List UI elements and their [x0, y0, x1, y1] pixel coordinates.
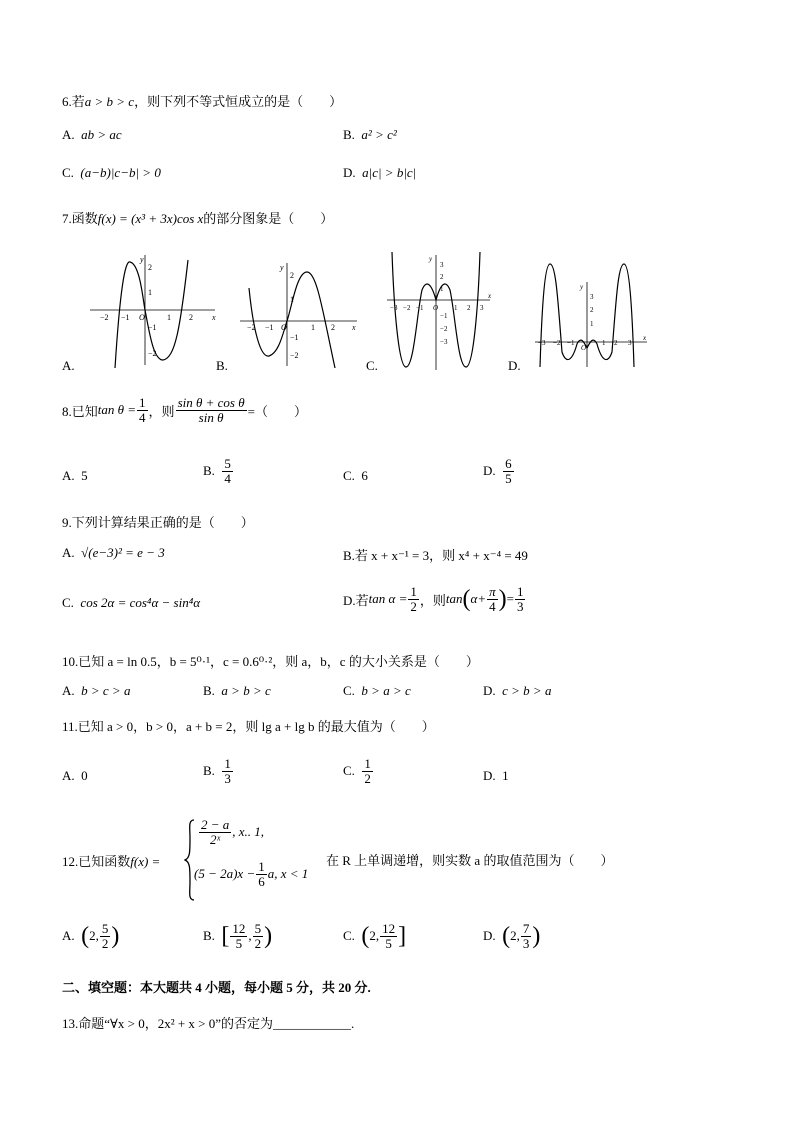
graph-a [85, 250, 220, 370]
question-13-stem: 13.命题“∀x > 0，2x² + x > 0”的否定为____________. [62, 1016, 355, 1031]
q8-option-c: C. 6 [343, 468, 368, 483]
q8-option-b: B. $\frac{5}{4}$ [203, 456, 231, 486]
tick: −1 [416, 304, 424, 312]
tick: −2 [290, 351, 299, 360]
tick: 2 [290, 271, 294, 280]
tick: 1 [602, 339, 606, 347]
tick: 2 [189, 313, 193, 322]
q12-case-2: (5 − 2a)x − $\frac{1}{6}$ a, x < 1 [194, 859, 309, 889]
q12-option-a: A. ( 2, $\frac{5}{2}$ ) [62, 921, 120, 951]
tick: −1 [148, 323, 157, 332]
axis-label: x [643, 334, 647, 342]
axis-label: y [140, 255, 144, 264]
axis-label: y [280, 263, 284, 272]
tick: 2 [331, 323, 335, 332]
tick: O [139, 313, 145, 322]
q6-option-b: B. a² > c² [343, 127, 397, 142]
axis-label: x [352, 323, 356, 332]
section-2-title: 二、填空题：本大题共 4 小题，每小题 5 分，共 20 分. [62, 980, 371, 995]
tick: −2 [553, 339, 561, 347]
graph-b [235, 258, 360, 368]
axis-label: x [488, 292, 492, 300]
q8-option-d: D. $\frac{6}{5}$ [483, 456, 512, 486]
tick: O [433, 304, 439, 312]
q6-option-a: A. ab > ac [62, 127, 122, 142]
q10-option-a: A. b > c > a [62, 683, 131, 698]
axis-label: y [580, 283, 584, 291]
tick: −1 [440, 312, 448, 320]
tick: 1 [440, 285, 444, 293]
q9-option-d: D.若 tan α = $\frac{1}{2}$ ，则 tan ( α+ $\frac{\pi}{4}$ ) = $\frac{1}{3}$ [343, 584, 524, 614]
tick: 3 [480, 304, 484, 312]
q11-option-b: B. $\frac{1}{3}$ [203, 756, 231, 786]
q7-label-d: D. [508, 358, 521, 373]
tick: 3 [440, 261, 444, 269]
tick: −2 [403, 304, 411, 312]
q12-option-d: D. ( 2, $\frac{7}{3}$ ) [483, 921, 541, 951]
question-12-prefix: 12.已知函数f(x) = [62, 854, 161, 869]
tick: −1 [567, 339, 575, 347]
q7-label-c: C. [366, 358, 378, 373]
q11-option-d: D. 1 [483, 768, 509, 783]
q12-case-1: $\frac{2 - a}{\text{2ˣ}}$ , x.. 1, [201, 817, 265, 847]
graph-c [384, 252, 494, 372]
question-12-suffix: 在 R 上单调递增，则实数 a 的取值范围为（ ） [326, 853, 614, 868]
q7-label-a: A. [62, 358, 75, 373]
tick: 2 [614, 339, 618, 347]
question-8-stem: 8.已知 tan θ = $\frac{1}{4}$ ，则 $\frac{\text{sin θ + cos θ}}{\text{sin θ}}$ =（ ） [62, 395, 307, 425]
q12-option-b: B. [ $\frac{12}{5}$ , $\frac{5}{2}$ ) [203, 921, 273, 951]
tick: −1 [265, 323, 274, 332]
tick: −2 [440, 325, 448, 333]
tick: 3 [628, 339, 632, 347]
q8-option-a: A. 5 [62, 468, 88, 483]
q9-option-b: B.若 x + x⁻¹ = 3，则 x⁴ + x⁻⁴ = 49 [343, 548, 528, 563]
q7-label-b: B. [216, 358, 228, 373]
question-10-stem: 10.已知 a = ln 0.5，b = 5⁰·¹，c = 0.6⁰·²，则 a，b，c 的大小关系是（ ） [62, 654, 479, 669]
q11-option-a: A. 0 [62, 768, 88, 783]
tick: −3 [538, 339, 546, 347]
axis-label: y [429, 255, 433, 263]
tick: −2 [247, 323, 256, 332]
tick: −2 [148, 349, 157, 358]
tick: 3 [590, 293, 594, 301]
tick: 1 [311, 323, 315, 332]
tick: 2 [440, 273, 444, 281]
tick: 2 [148, 263, 152, 272]
q6-option-c: C. (a−b)|c−b| > 0 [62, 165, 161, 180]
q10-option-b: B. a > b > c [203, 683, 271, 698]
tick: −1 [121, 313, 130, 322]
tick: 1 [148, 288, 152, 297]
q12-option-c: C. ( 2, $\frac{12}{5}$ ] [343, 921, 407, 951]
tick: 1 [290, 295, 294, 304]
tick: −3 [440, 338, 448, 346]
tick: 2 [590, 306, 594, 314]
q9-option-c: C. cos 2α = cos⁴α − sin⁴α [62, 595, 201, 610]
axis-label: x [212, 313, 216, 322]
tick: −3 [390, 304, 398, 312]
tick: 1 [167, 313, 171, 322]
q9-option-a: A. √(e−3)² = e − 3 [62, 545, 165, 560]
q6-option-d: D. a|c| > b|c| [343, 165, 417, 180]
graph-d [532, 262, 650, 370]
question-6-stem: 6.若a > b > c，则下列不等式恒成立的是（ ） [62, 94, 343, 109]
tick: 1 [590, 320, 594, 328]
question-9-stem: 9.下列计算结果正确的是（ ） [62, 515, 254, 530]
tick: 1 [454, 304, 458, 312]
tick: −2 [100, 313, 109, 322]
tick: 2 [467, 304, 471, 312]
q10-option-d: D. c > b > a [483, 683, 552, 698]
tick: O [581, 344, 587, 352]
tick: O [281, 323, 287, 332]
q11-option-c: C. $\frac{1}{2}$ [343, 756, 371, 786]
tick: −1 [290, 333, 299, 342]
q10-option-c: C. b > a > c [343, 683, 411, 698]
question-11-stem: 11.已知 a > 0，b > 0，a + b = 2，则 lg a + lg b 的最大值为（ ） [62, 719, 435, 734]
answer-blank[interactable]: ____________. [273, 1016, 355, 1031]
question-7-stem: 7.函数f(x) = (x³ + 3x)cos x的部分图象是（ ） [62, 211, 334, 226]
